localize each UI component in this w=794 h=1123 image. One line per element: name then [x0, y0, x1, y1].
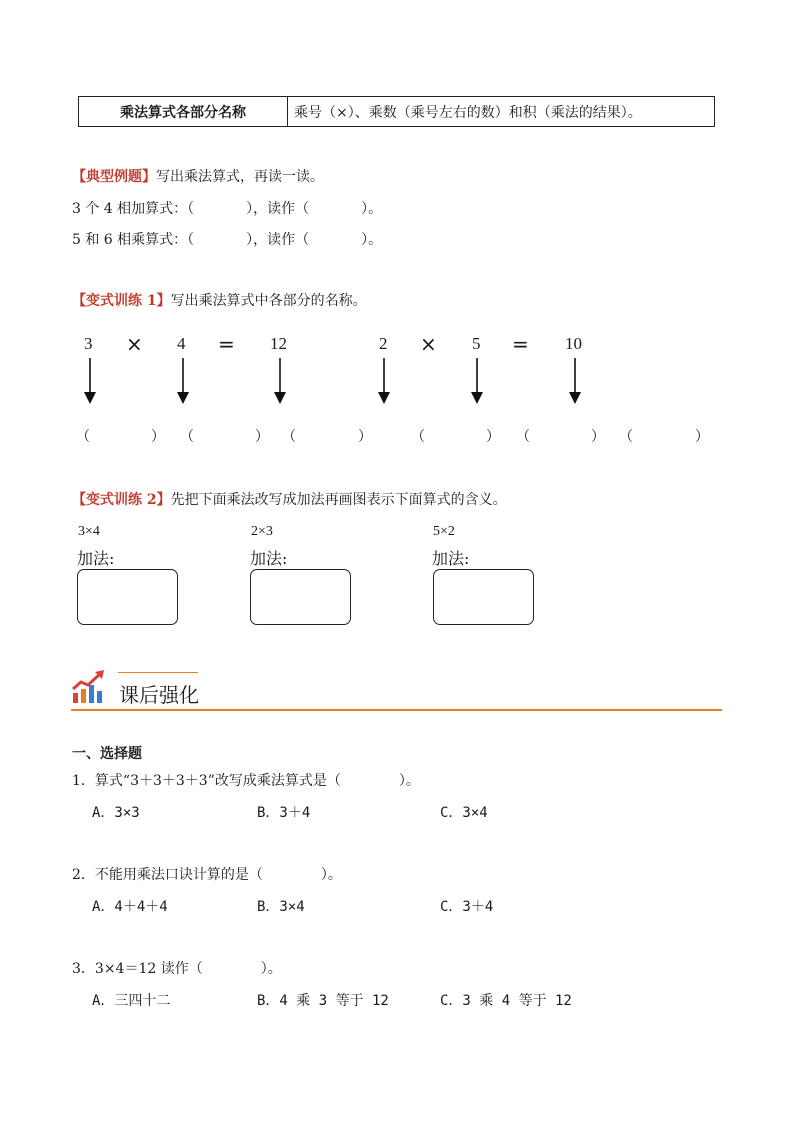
q1-option-b[interactable]: B．3＋4	[257, 805, 311, 821]
paren-close: ）	[255, 429, 269, 445]
example-line-1	[72, 198, 382, 218]
eq1-factor-a: 3	[84, 334, 93, 353]
q1-option-c[interactable]: C．3×4	[440, 805, 488, 821]
practice2-expr-2: 2×3	[251, 524, 273, 539]
example-line-1-mid: ），读作（	[246, 201, 310, 217]
section-accent-line	[118, 672, 198, 673]
practice2-instruction: 先把下面乘法改写成加法再画图表示下面算式的含义。	[170, 492, 507, 508]
paren-close: ）	[486, 429, 500, 445]
down-arrow-icon	[377, 358, 391, 404]
example-line-2-prefix: 5 和 6 相乘算式：（	[72, 232, 195, 248]
question-2-stem-end: ）。	[320, 867, 342, 883]
example-tag: 【典型例题】	[72, 169, 156, 185]
q2-option-b[interactable]: B．3×4	[257, 899, 305, 915]
drawing-box[interactable]	[77, 569, 178, 625]
eq1-times-sign: ×	[126, 332, 143, 356]
eq2-equals-sign: =	[512, 332, 529, 356]
practice2-expr-1: 3×4	[78, 524, 100, 539]
example-heading	[72, 166, 324, 186]
question-3-stem-end: ）。	[260, 961, 282, 977]
example-line-1-end: ）。	[361, 201, 383, 217]
practice2-label-3: 加法:	[432, 549, 470, 568]
definition-text: 乘号（×）、乘数（乘号左右的数）和积（乘法的结果）。	[294, 104, 642, 121]
paren-open: （	[180, 429, 194, 445]
eq1-product: 12	[270, 334, 287, 353]
drawing-box[interactable]	[250, 569, 351, 625]
drawing-box[interactable]	[433, 569, 534, 625]
paren-open: （	[282, 429, 296, 445]
question-1	[72, 770, 420, 790]
definition-table	[78, 96, 715, 127]
practice2-expr-3: 5×2	[433, 524, 455, 539]
paren-close: ）	[695, 429, 709, 445]
paren-open: （	[619, 429, 633, 445]
eq1-factor-b: 4	[177, 334, 186, 353]
eq1-equals-sign: =	[218, 332, 235, 356]
down-arrow-icon	[273, 358, 287, 404]
question-3-stem: 3．3×4＝12 读作（	[72, 961, 203, 977]
practice2-label-1: 加法:	[77, 549, 115, 568]
eq2-factor-a: 2	[379, 334, 388, 353]
q1-option-a[interactable]: A．3×3	[92, 805, 140, 821]
example-line-1-prefix: 3 个 4 相加算式：（	[72, 201, 195, 217]
down-arrow-icon	[83, 358, 97, 404]
q2-option-a[interactable]: A．4＋4＋4	[92, 899, 168, 915]
practice1-instruction: 写出乘法算式中各部分的名称。	[170, 293, 367, 309]
eq2-times-sign: ×	[420, 332, 437, 356]
example-instruction: 写出乘法算式，再读一读。	[156, 169, 324, 185]
q3-option-a[interactable]: A．三四十二	[92, 993, 171, 1009]
definition-label: 乘法算式各部分名称	[79, 97, 288, 126]
section-divider	[71, 709, 722, 711]
section-title: 课后强化	[119, 683, 199, 707]
down-arrow-icon	[470, 358, 484, 404]
question-2-stem: 2．不能用乘法口诀计算的是（	[72, 867, 263, 883]
paren-close: ）	[591, 429, 605, 445]
paren-open: （	[411, 429, 425, 445]
example-line-2	[72, 229, 382, 249]
question-2	[72, 864, 342, 884]
practice2-heading	[72, 489, 507, 509]
q2-option-c[interactable]: C．3＋4	[440, 899, 494, 915]
q3-option-b[interactable]: B．4 乘 3 等于 12	[257, 993, 389, 1009]
example-line-2-mid: ），读作（	[246, 232, 310, 248]
question-1-stem-end: ）。	[398, 773, 420, 789]
eq2-product: 10	[565, 334, 582, 353]
down-arrow-icon	[176, 358, 190, 404]
paren-open: （	[516, 429, 530, 445]
practice2-tag: 【变式训练 2】	[72, 492, 171, 508]
quiz-heading: 一、选择题	[72, 746, 142, 762]
down-arrow-icon	[568, 358, 582, 404]
rising-chart-icon	[71, 669, 107, 705]
eq2-factor-b: 5	[472, 334, 481, 353]
practice1-tag: 【变式训练 1】	[72, 293, 171, 309]
q3-option-c[interactable]: C．3 乘 4 等于 12	[440, 993, 572, 1009]
question-3	[72, 958, 282, 978]
practice2-label-2: 加法:	[250, 549, 288, 568]
question-1-stem: 1．算式“3＋3＋3＋3”改写成乘法算式是（	[72, 773, 341, 789]
practice1-heading	[72, 290, 367, 310]
paren-open: （	[76, 429, 90, 445]
paren-close: ）	[151, 429, 165, 445]
example-line-2-end: ）。	[361, 232, 383, 248]
paren-close: ）	[358, 429, 372, 445]
